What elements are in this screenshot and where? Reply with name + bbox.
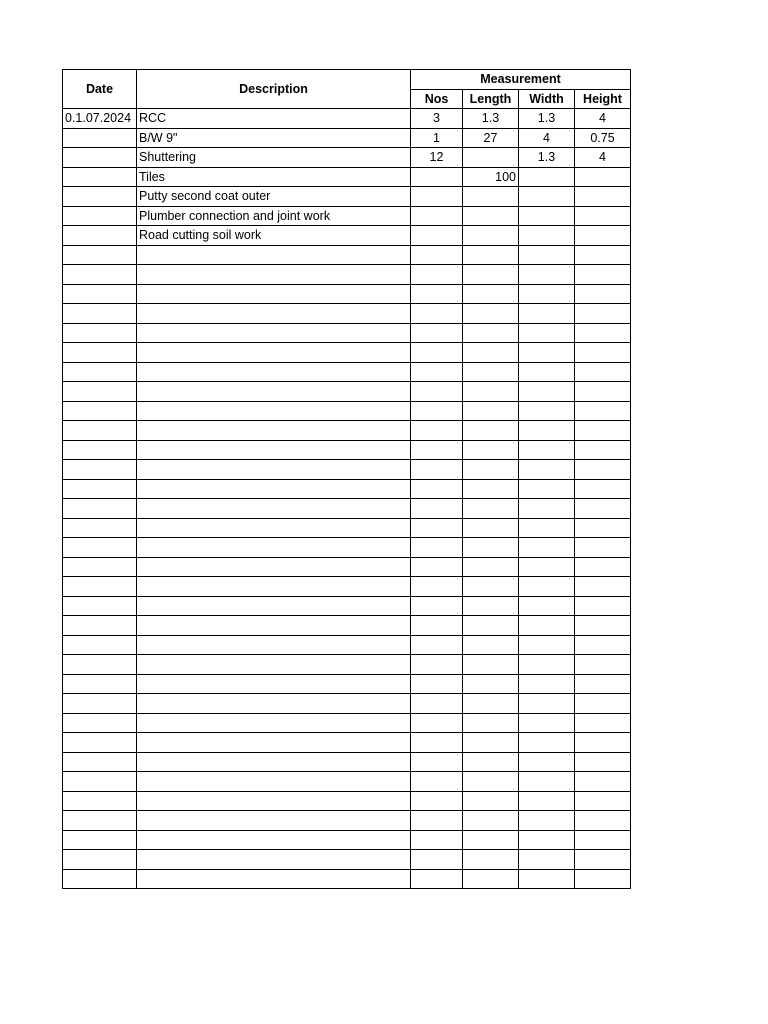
nos-cell[interactable] bbox=[411, 460, 463, 480]
nos-cell[interactable] bbox=[411, 382, 463, 402]
description-cell[interactable] bbox=[137, 811, 411, 831]
length-cell[interactable]: 1.3 bbox=[463, 109, 519, 129]
description-header: Description bbox=[137, 70, 411, 109]
height-cell[interactable]: 0.75 bbox=[575, 128, 631, 148]
description-cell[interactable] bbox=[137, 401, 411, 421]
height-cell[interactable] bbox=[575, 401, 631, 421]
empty-table-row bbox=[63, 538, 631, 558]
length-cell[interactable] bbox=[463, 850, 519, 870]
nos-cell[interactable] bbox=[411, 518, 463, 538]
nos-cell[interactable] bbox=[411, 284, 463, 304]
height-cell[interactable] bbox=[575, 811, 631, 831]
description-cell[interactable]: Tiles bbox=[137, 167, 411, 187]
description-cell[interactable] bbox=[137, 304, 411, 324]
width-cell[interactable] bbox=[519, 382, 575, 402]
date-cell[interactable] bbox=[63, 752, 137, 772]
width-cell[interactable] bbox=[519, 830, 575, 850]
width-cell[interactable] bbox=[519, 343, 575, 363]
nos-cell[interactable] bbox=[411, 791, 463, 811]
nos-header: Nos bbox=[411, 89, 463, 109]
table-row bbox=[63, 109, 631, 129]
height-cell[interactable] bbox=[575, 752, 631, 772]
nos-cell[interactable] bbox=[411, 869, 463, 889]
height-cell[interactable] bbox=[575, 733, 631, 753]
height-cell[interactable] bbox=[575, 187, 631, 207]
date-cell[interactable] bbox=[63, 713, 137, 733]
width-cell[interactable] bbox=[519, 772, 575, 792]
width-cell[interactable] bbox=[519, 635, 575, 655]
date-cell[interactable] bbox=[63, 343, 137, 363]
description-cell[interactable] bbox=[137, 265, 411, 285]
empty-table-row bbox=[63, 791, 631, 811]
date-cell[interactable] bbox=[63, 674, 137, 694]
height-cell[interactable] bbox=[575, 694, 631, 714]
height-cell[interactable] bbox=[575, 479, 631, 499]
empty-table-row bbox=[63, 440, 631, 460]
height-header: Height bbox=[575, 89, 631, 109]
height-cell[interactable] bbox=[575, 206, 631, 226]
width-cell[interactable] bbox=[519, 694, 575, 714]
nos-cell[interactable] bbox=[411, 850, 463, 870]
width-cell[interactable]: 1.3 bbox=[519, 109, 575, 129]
date-header: Date bbox=[63, 70, 137, 109]
length-cell[interactable] bbox=[463, 148, 519, 168]
empty-table-row bbox=[63, 694, 631, 714]
date-cell[interactable] bbox=[63, 499, 137, 519]
date-cell[interactable] bbox=[63, 869, 137, 889]
height-cell[interactable] bbox=[575, 421, 631, 441]
width-cell[interactable] bbox=[519, 577, 575, 597]
empty-table-row bbox=[63, 752, 631, 772]
height-cell[interactable] bbox=[575, 440, 631, 460]
date-cell[interactable] bbox=[63, 479, 137, 499]
nos-cell[interactable] bbox=[411, 167, 463, 187]
height-cell[interactable] bbox=[575, 655, 631, 675]
length-cell[interactable] bbox=[463, 479, 519, 499]
date-cell[interactable] bbox=[63, 596, 137, 616]
date-cell[interactable] bbox=[63, 791, 137, 811]
table-row bbox=[63, 206, 631, 226]
height-cell[interactable] bbox=[575, 265, 631, 285]
height-cell[interactable] bbox=[575, 791, 631, 811]
height-cell[interactable] bbox=[575, 499, 631, 519]
nos-cell[interactable] bbox=[411, 596, 463, 616]
nos-cell[interactable] bbox=[411, 265, 463, 285]
length-cell[interactable] bbox=[463, 304, 519, 324]
width-cell[interactable] bbox=[519, 265, 575, 285]
length-cell[interactable] bbox=[463, 811, 519, 831]
length-cell[interactable] bbox=[463, 421, 519, 441]
height-cell[interactable] bbox=[575, 577, 631, 597]
length-cell[interactable] bbox=[463, 265, 519, 285]
description-cell[interactable] bbox=[137, 616, 411, 636]
length-cell[interactable] bbox=[463, 752, 519, 772]
date-cell[interactable] bbox=[63, 538, 137, 558]
empty-table-row bbox=[63, 830, 631, 850]
height-cell[interactable] bbox=[575, 616, 631, 636]
date-cell[interactable] bbox=[63, 148, 137, 168]
empty-table-row bbox=[63, 401, 631, 421]
nos-cell[interactable] bbox=[411, 479, 463, 499]
width-cell[interactable] bbox=[519, 499, 575, 519]
nos-cell[interactable] bbox=[411, 245, 463, 265]
empty-table-row bbox=[63, 284, 631, 304]
nos-cell[interactable]: 12 bbox=[411, 148, 463, 168]
nos-cell[interactable] bbox=[411, 655, 463, 675]
length-cell[interactable] bbox=[463, 226, 519, 246]
length-cell[interactable] bbox=[463, 694, 519, 714]
empty-table-row bbox=[63, 499, 631, 519]
height-cell[interactable] bbox=[575, 518, 631, 538]
empty-table-row bbox=[63, 343, 631, 363]
length-cell[interactable] bbox=[463, 557, 519, 577]
description-cell[interactable]: B/W 9" bbox=[137, 128, 411, 148]
description-cell[interactable] bbox=[137, 479, 411, 499]
nos-cell[interactable] bbox=[411, 323, 463, 343]
width-cell[interactable]: 1.3 bbox=[519, 148, 575, 168]
height-cell[interactable] bbox=[575, 596, 631, 616]
description-cell[interactable] bbox=[137, 850, 411, 870]
nos-cell[interactable] bbox=[411, 538, 463, 558]
height-cell[interactable] bbox=[575, 460, 631, 480]
length-cell[interactable]: 27 bbox=[463, 128, 519, 148]
length-cell[interactable] bbox=[463, 343, 519, 363]
height-cell[interactable] bbox=[575, 538, 631, 558]
empty-table-row bbox=[63, 713, 631, 733]
description-cell[interactable] bbox=[137, 421, 411, 441]
width-cell[interactable] bbox=[519, 733, 575, 753]
date-cell[interactable] bbox=[63, 830, 137, 850]
description-cell[interactable]: RCC bbox=[137, 109, 411, 129]
nos-cell[interactable] bbox=[411, 577, 463, 597]
width-cell[interactable] bbox=[519, 362, 575, 382]
length-cell[interactable] bbox=[463, 245, 519, 265]
date-cell[interactable] bbox=[63, 811, 137, 831]
nos-cell[interactable] bbox=[411, 713, 463, 733]
description-cell[interactable] bbox=[137, 655, 411, 675]
height-cell[interactable] bbox=[575, 323, 631, 343]
length-cell[interactable] bbox=[463, 460, 519, 480]
table-row bbox=[63, 148, 631, 168]
length-cell[interactable] bbox=[463, 616, 519, 636]
date-cell[interactable] bbox=[63, 245, 137, 265]
date-cell[interactable] bbox=[63, 557, 137, 577]
width-cell[interactable] bbox=[519, 206, 575, 226]
nos-cell[interactable] bbox=[411, 187, 463, 207]
width-cell[interactable] bbox=[519, 674, 575, 694]
empty-table-row bbox=[63, 518, 631, 538]
empty-table-row bbox=[63, 596, 631, 616]
width-cell[interactable] bbox=[519, 518, 575, 538]
length-cell[interactable] bbox=[463, 791, 519, 811]
empty-table-row bbox=[63, 245, 631, 265]
height-cell[interactable] bbox=[575, 245, 631, 265]
width-cell[interactable] bbox=[519, 421, 575, 441]
width-cell[interactable] bbox=[519, 791, 575, 811]
description-cell[interactable]: Putty second coat outer bbox=[137, 187, 411, 207]
nos-cell[interactable] bbox=[411, 343, 463, 363]
width-header: Width bbox=[519, 89, 575, 109]
description-cell[interactable]: Road cutting soil work bbox=[137, 226, 411, 246]
date-cell[interactable] bbox=[63, 362, 137, 382]
width-cell[interactable] bbox=[519, 167, 575, 187]
length-cell[interactable] bbox=[463, 499, 519, 519]
date-cell[interactable] bbox=[63, 226, 137, 246]
empty-table-row bbox=[63, 616, 631, 636]
empty-table-row bbox=[63, 577, 631, 597]
width-cell[interactable] bbox=[519, 226, 575, 246]
nos-cell[interactable] bbox=[411, 362, 463, 382]
nos-cell[interactable] bbox=[411, 635, 463, 655]
width-cell[interactable] bbox=[519, 713, 575, 733]
nos-cell[interactable] bbox=[411, 421, 463, 441]
nos-cell[interactable] bbox=[411, 811, 463, 831]
description-cell[interactable] bbox=[137, 869, 411, 889]
width-cell[interactable] bbox=[519, 479, 575, 499]
height-cell[interactable] bbox=[575, 674, 631, 694]
empty-table-row bbox=[63, 557, 631, 577]
length-cell[interactable] bbox=[463, 635, 519, 655]
date-cell[interactable] bbox=[63, 850, 137, 870]
empty-table-row bbox=[63, 674, 631, 694]
nos-cell[interactable] bbox=[411, 616, 463, 636]
date-cell[interactable] bbox=[63, 401, 137, 421]
width-cell[interactable] bbox=[519, 323, 575, 343]
description-cell[interactable] bbox=[137, 635, 411, 655]
nos-cell[interactable] bbox=[411, 752, 463, 772]
length-cell[interactable] bbox=[463, 869, 519, 889]
width-cell[interactable] bbox=[519, 850, 575, 870]
width-cell[interactable] bbox=[519, 752, 575, 772]
length-cell[interactable]: 100 bbox=[463, 167, 519, 187]
table-row bbox=[63, 187, 631, 207]
description-cell[interactable]: Shuttering bbox=[137, 148, 411, 168]
date-cell[interactable] bbox=[63, 655, 137, 675]
nos-cell[interactable] bbox=[411, 206, 463, 226]
date-cell[interactable] bbox=[63, 206, 137, 226]
width-cell[interactable] bbox=[519, 284, 575, 304]
nos-cell[interactable] bbox=[411, 304, 463, 324]
empty-table-row bbox=[63, 382, 631, 402]
width-cell[interactable] bbox=[519, 460, 575, 480]
height-cell[interactable] bbox=[575, 635, 631, 655]
width-cell[interactable] bbox=[519, 655, 575, 675]
description-cell[interactable] bbox=[137, 343, 411, 363]
length-cell[interactable] bbox=[463, 401, 519, 421]
empty-table-row bbox=[63, 323, 631, 343]
height-cell[interactable]: 4 bbox=[575, 148, 631, 168]
length-cell[interactable] bbox=[463, 206, 519, 226]
empty-table-row bbox=[63, 850, 631, 870]
width-cell[interactable] bbox=[519, 596, 575, 616]
date-cell[interactable] bbox=[63, 304, 137, 324]
table-row bbox=[63, 226, 631, 246]
nos-cell[interactable] bbox=[411, 694, 463, 714]
length-cell[interactable] bbox=[463, 187, 519, 207]
description-cell[interactable] bbox=[137, 499, 411, 519]
length-cell[interactable] bbox=[463, 772, 519, 792]
nos-cell[interactable] bbox=[411, 557, 463, 577]
height-cell[interactable] bbox=[575, 284, 631, 304]
empty-table-row bbox=[63, 811, 631, 831]
date-cell[interactable] bbox=[63, 323, 137, 343]
width-cell[interactable] bbox=[519, 557, 575, 577]
measurement-sheet-table bbox=[62, 69, 631, 889]
date-cell[interactable] bbox=[63, 577, 137, 597]
table-body bbox=[63, 109, 631, 889]
height-cell[interactable] bbox=[575, 362, 631, 382]
empty-table-row bbox=[63, 772, 631, 792]
description-cell[interactable] bbox=[137, 323, 411, 343]
description-cell[interactable] bbox=[137, 752, 411, 772]
description-cell[interactable] bbox=[137, 362, 411, 382]
description-cell[interactable] bbox=[137, 382, 411, 402]
description-cell[interactable] bbox=[137, 713, 411, 733]
width-cell[interactable] bbox=[519, 245, 575, 265]
description-cell[interactable] bbox=[137, 694, 411, 714]
description-cell[interactable] bbox=[137, 557, 411, 577]
height-cell[interactable] bbox=[575, 772, 631, 792]
length-cell[interactable] bbox=[463, 323, 519, 343]
width-cell[interactable] bbox=[519, 440, 575, 460]
table-row bbox=[63, 128, 631, 148]
empty-table-row bbox=[63, 460, 631, 480]
description-cell[interactable] bbox=[137, 772, 411, 792]
width-cell[interactable] bbox=[519, 304, 575, 324]
date-cell[interactable]: 0.1.07.2024 bbox=[63, 109, 137, 129]
nos-cell[interactable]: 1 bbox=[411, 128, 463, 148]
height-cell[interactable]: 4 bbox=[575, 109, 631, 129]
date-cell[interactable] bbox=[63, 440, 137, 460]
description-cell[interactable] bbox=[137, 518, 411, 538]
empty-table-row bbox=[63, 479, 631, 499]
length-cell[interactable] bbox=[463, 713, 519, 733]
height-cell[interactable] bbox=[575, 343, 631, 363]
date-cell[interactable] bbox=[63, 167, 137, 187]
width-cell[interactable] bbox=[519, 401, 575, 421]
nos-cell[interactable] bbox=[411, 674, 463, 694]
date-cell[interactable] bbox=[63, 421, 137, 441]
date-cell[interactable] bbox=[63, 635, 137, 655]
description-cell[interactable] bbox=[137, 733, 411, 753]
date-cell[interactable] bbox=[63, 733, 137, 753]
empty-table-row bbox=[63, 733, 631, 753]
length-cell[interactable] bbox=[463, 538, 519, 558]
nos-cell[interactable] bbox=[411, 733, 463, 753]
description-cell[interactable]: Plumber connection and joint work bbox=[137, 206, 411, 226]
length-cell[interactable] bbox=[463, 362, 519, 382]
table-header bbox=[63, 70, 631, 109]
height-cell[interactable] bbox=[575, 557, 631, 577]
table-row bbox=[63, 167, 631, 187]
description-cell[interactable] bbox=[137, 440, 411, 460]
description-cell[interactable] bbox=[137, 577, 411, 597]
length-cell[interactable] bbox=[463, 674, 519, 694]
date-cell[interactable] bbox=[63, 382, 137, 402]
empty-table-row bbox=[63, 635, 631, 655]
description-cell[interactable] bbox=[137, 674, 411, 694]
empty-table-row bbox=[63, 265, 631, 285]
date-cell[interactable] bbox=[63, 518, 137, 538]
length-cell[interactable] bbox=[463, 733, 519, 753]
date-cell[interactable] bbox=[63, 128, 137, 148]
length-cell[interactable] bbox=[463, 596, 519, 616]
measurement-header: Measurement bbox=[411, 70, 631, 90]
description-cell[interactable] bbox=[137, 830, 411, 850]
description-cell[interactable] bbox=[137, 284, 411, 304]
height-cell[interactable] bbox=[575, 226, 631, 246]
date-cell[interactable] bbox=[63, 460, 137, 480]
date-cell[interactable] bbox=[63, 187, 137, 207]
date-cell[interactable] bbox=[63, 265, 137, 285]
width-cell[interactable]: 4 bbox=[519, 128, 575, 148]
width-cell[interactable] bbox=[519, 187, 575, 207]
height-cell[interactable] bbox=[575, 850, 631, 870]
length-cell[interactable] bbox=[463, 440, 519, 460]
width-cell[interactable] bbox=[519, 616, 575, 636]
height-cell[interactable] bbox=[575, 304, 631, 324]
empty-table-row bbox=[63, 655, 631, 675]
nos-cell[interactable] bbox=[411, 440, 463, 460]
length-cell[interactable] bbox=[463, 577, 519, 597]
description-cell[interactable] bbox=[137, 791, 411, 811]
width-cell[interactable] bbox=[519, 811, 575, 831]
description-cell[interactable] bbox=[137, 538, 411, 558]
length-cell[interactable] bbox=[463, 382, 519, 402]
nos-cell[interactable] bbox=[411, 830, 463, 850]
empty-table-row bbox=[63, 421, 631, 441]
height-cell[interactable] bbox=[575, 869, 631, 889]
width-cell[interactable] bbox=[519, 869, 575, 889]
height-cell[interactable] bbox=[575, 830, 631, 850]
length-header: Length bbox=[463, 89, 519, 109]
description-cell[interactable] bbox=[137, 460, 411, 480]
empty-table-row bbox=[63, 304, 631, 324]
length-cell[interactable] bbox=[463, 284, 519, 304]
height-cell[interactable] bbox=[575, 167, 631, 187]
empty-table-row bbox=[63, 362, 631, 382]
nos-cell[interactable] bbox=[411, 499, 463, 519]
empty-table-row bbox=[63, 869, 631, 889]
description-cell[interactable] bbox=[137, 596, 411, 616]
nos-cell[interactable] bbox=[411, 772, 463, 792]
length-cell[interactable] bbox=[463, 518, 519, 538]
nos-cell[interactable] bbox=[411, 401, 463, 421]
nos-cell[interactable] bbox=[411, 226, 463, 246]
date-cell[interactable] bbox=[63, 284, 137, 304]
date-cell[interactable] bbox=[63, 616, 137, 636]
description-cell[interactable] bbox=[137, 245, 411, 265]
width-cell[interactable] bbox=[519, 538, 575, 558]
height-cell[interactable] bbox=[575, 713, 631, 733]
length-cell[interactable] bbox=[463, 830, 519, 850]
height-cell[interactable] bbox=[575, 382, 631, 402]
nos-cell[interactable]: 3 bbox=[411, 109, 463, 129]
date-cell[interactable] bbox=[63, 772, 137, 792]
length-cell[interactable] bbox=[463, 655, 519, 675]
date-cell[interactable] bbox=[63, 694, 137, 714]
